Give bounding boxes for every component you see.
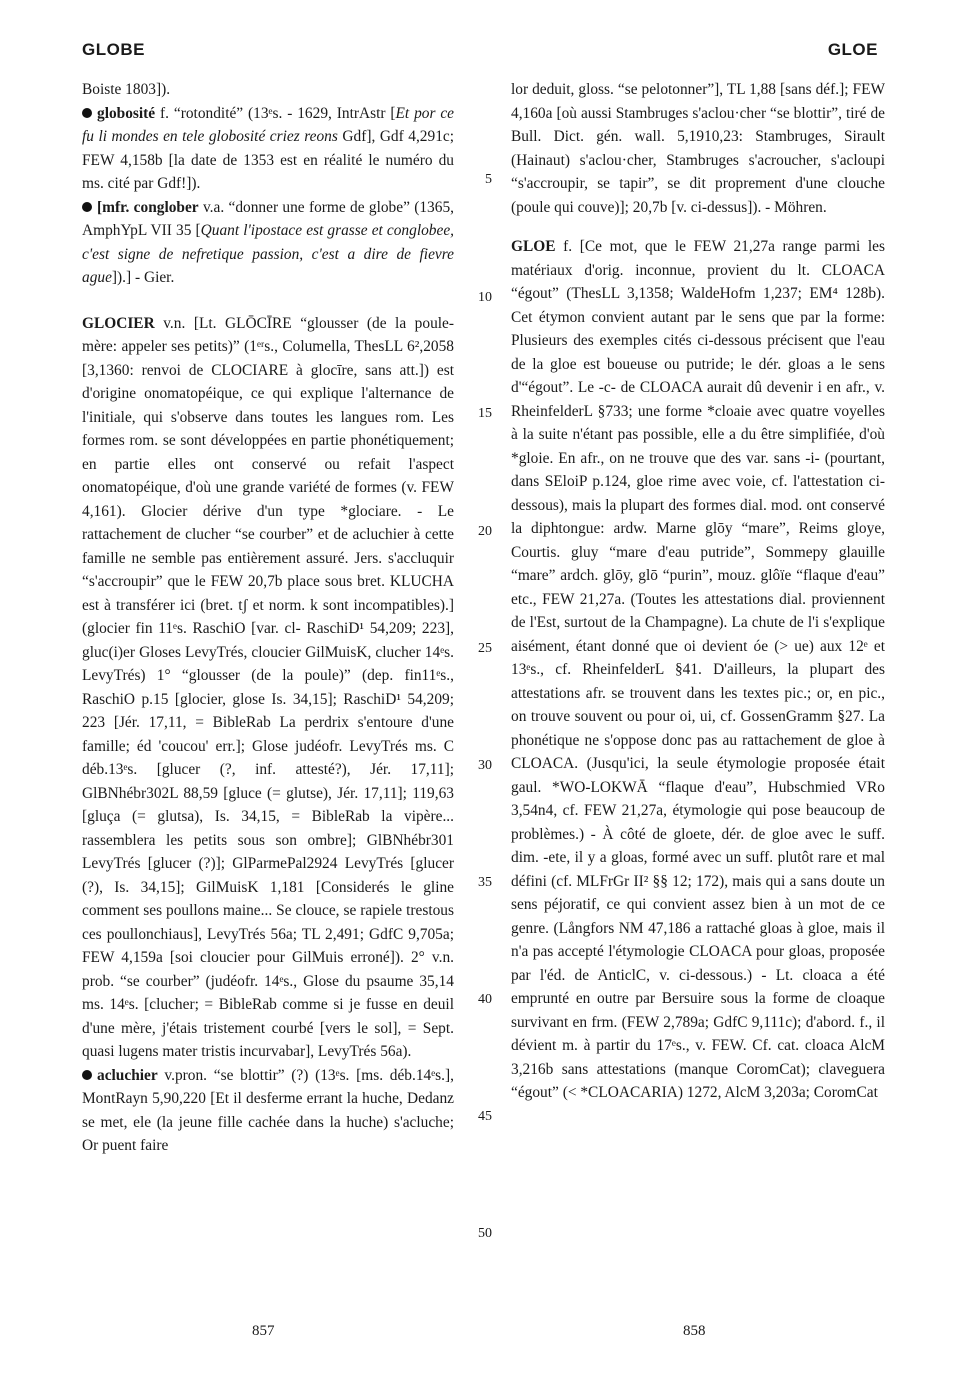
right-column <box>511 78 885 1105</box>
line-number: 35 <box>478 875 492 890</box>
line-number: 50 <box>478 1226 492 1241</box>
entry-text: v.a. “donner une forme de globe” (1365, AmphYpL VII 35 [ <box>82 198 454 239</box>
entry-glocier <box>82 312 454 1064</box>
line-number: 15 <box>478 406 492 421</box>
continuation-paragraph: lor deduit, gloss. “se pelotonner”], TL 1,88 [sans déf.]; FEW 4,160a [où aussi Stambruges s'aclou·cher “se blottir”, tiré de Bull. Dict. gén. wall. 5,1910,23: Stambruges, Sirault (Hainaut) s'aclou·cher, Stambruges s'acroucher, s'acloupi “s'accroupir, se tapir”, se dit proprement d'une clouche (poule qui couve)]; 20,7b [v. ci-dessus]). - Möhren. <box>511 81 885 216</box>
continuation-paragraph: Boiste 1803]). <box>82 81 171 98</box>
entry-acluchier <box>82 1064 454 1158</box>
running-header-left: GLOBE <box>82 40 145 59</box>
entry-text: f. “rotondité” (13ᵉs. - 1629, IntrAstr [ <box>155 104 396 122</box>
headword: GLOE <box>511 238 556 255</box>
headword: globosité <box>97 104 156 122</box>
headword: [mfr. conglober <box>97 198 199 216</box>
headword: acluchier <box>97 1066 158 1084</box>
entry-text: ]).] - Gier. <box>111 269 175 286</box>
bullet-icon <box>82 1070 92 1080</box>
bullet-icon <box>82 108 92 118</box>
entry-text: Gdf], Gdf 4,291c; FEW 4,158b [la date de 1353 est en réalité le numéro du ms. cité par Gdf!]). <box>82 128 454 192</box>
entry-text: f. [Ce mot, que le FEW 21,27a range parmi les matériaux d'orig. inconnue, provient du lt. CLOACA “égout” (ThesLL 3,1358; WaldeHofm 1,237; EM⁴ 128b). Cet étymon convient autant par le sens que par la forme: Plusieurs des exemples cités ci-dessous précisent que l'eau de la gloe est boueuse ou putride; le dér. gloas a le sens d'“égout”. Le -c- de CLOACA aurait dû devenir i en afr., v. RheinfelderL §733; une forme *cloaie avec quatre voyelles à la suite n'étant pas possible, elle a du être simplifiée, d'où *gloie. En afr., on ne trouve que des var. sans -i- (pourtant, dans SEloiP p.124, gloe rime avec voie, cf. l'attestation ci-dessous), mais la plupart des formes dial. mod. ont conservé la diphtongue: ardw. Marne glōy “mare”, Reims gloye, Courtis. gluy “mare d'eau putride”, Sommepy glauille “mare” ardch. glōy, glō “purin”, mouz. glôïe “flaque d'eau” etc., FEW 21,27a. (Toutes les attestations dial. proviennent de l'Est, surtout de la Champagne). La chute de l'i s'explique aisément, étant donné que oi devient óe (> ue) aux 12ᵉ et 13ᵉs., cf. RheinfelderL §41. D'ailleurs, la plupart des attestations afr. se trouvent dans les textes pic.; or, en pic., on trouve souvent ou pour oi, ui, cf. GossenGramm §27. La phonétique ne s'oppose donc pas au rattachement de gloe à CLOACA. (Jusqu'ici, la seule étymologie proposée était gaul. *WO-LOKWĀ “flaque d'eau”, Hubschmied VRo 3,54n4, cf. FEW 21,27a, étymologie qui pose beaucoup de problèmes.) - À côté de gloete, dér. de gloe avec le suff. dim. -ete, il y a gloas, formé avec un suff. plutôt rare et mal défini (cf. MLFrGr II² §§ 12; 172), mais qui a sans doute un sens péjoratif, ce qui convient assez bien à un mot de ce genre. (Långfors NM 47,186 a rattaché gloas à gloe, mais il n'a pas accepté l'étymologie CLOACA pour gloas, proposée par l'éd. de AnticlC, v. ci-dessous.) - Lt. cloaca a été emprunté en outre par Bersuire sous la forme de cloaque survivant en frm. (FEW 2,789a; GdfC 9,111c); d'abord. f., il dévient m. à partir du 17ᵉs., v. FEW. Cf. cat. cloaca AlcM 3,216b sans attestations (manque CoromCat); claveguera “égout” (< *CLOACARIA) 1272, AlcM 3,203a; CoromCat <box>511 238 885 1101</box>
line-number: 5 <box>485 172 492 187</box>
entry-conglober <box>82 196 454 290</box>
entry-globosite <box>82 102 454 196</box>
citation: Quant l'ipostace est grasse et conglobee, c'est signe de nefretique passion, c'est a dire de fievre ague <box>82 222 454 286</box>
line-number: 40 <box>478 992 492 1007</box>
entry-text: v.pron. “se blottir” (?) (13ᵉs. [ms. déb.14ᵉs.], MontRayn 5,90,220 [Et il desferme errant la huche, Dedanz se met, ele (la jeune fille cachée dans la huche) s'acluche; Or puent faire <box>82 1066 454 1154</box>
left-column <box>82 78 454 1158</box>
bullet-icon <box>82 202 92 212</box>
line-number: 45 <box>478 1109 492 1124</box>
running-header-right: GLOE <box>827 40 878 59</box>
page-number-right: 858 <box>683 1323 706 1339</box>
line-number: 10 <box>478 290 492 305</box>
line-number: 30 <box>478 758 492 773</box>
headword: GLOCIER <box>82 314 155 332</box>
entry-text: v.n. [Lt. GLŌCĪRE “glousser (de la poule-mère: appeler ses petits)” (1ᵉʳs., Columella, ThesLL 6²,2058 [3,1360: renvoi de CLOCIARE à glocīre, sans att.]) est d'origine onomatopéique, ce qui explique l'alternance de l'initiale, qui s'observe dans toutes les langues rom. Les formes rom. se sont développées en partie phonétiquement; en partie elles ont conservé ou refait l'aspect onomatopéique, d'où une grande variété de formes (v. FEW 4,161). Glocier dérive d'un type *glociare. - Le rattachement de clucher “se courber” et de acluchier à cette famille ne semble pas entièrement assuré. Jers. s'accluquir “s'accroupir” que le FEW 20,7b place sous bret. KLUCHA est à transférer ici (bret. tʃ et norm. k sont incompatibles).] (glocier fin 11ᵉs. RaschiO [var. cl- RaschiD¹ 54,209; 223], gluc(i)er Gloses LevyTrés, cloucier GilMuisK, clucher 14ᵉs. LevyTrés) 1° “glousser (de la poule)” (dep. fin11ᵉs., RaschiO p.15 [glocier, glose Is. 34,15]; RaschiD¹ 54,209; 223 [Jér. 17,11, = BibleRab La perdrix s'entoure d'une famille; éd 'coucou' err.]; Glose judéofr. LevyTrés ms. C déb.13ᵉs. [glucer (?, inf. attesté?), Jér. 17,11]; GlBNhébr302L 88,59 [gluce (= glutse), Jér. 17,11]; 119,63 [gluça (= glutsa), Is. 34,15, = BibleRab la vipère... rassemblera les petits sous son ombre]; GlBNhébr301 LevyTrés [glucer (?)]; GlParmePal2924 LevyTrés [glucer (?), Is. 34,15]; GilMuisK 1,181 [Considerés le gline comment ses poullons maine... Se clouce, se rapiele trestous ces poullonchiaus], LevyTrés 56a; TL 2,491; GdfC 9,705a; FEW 4,159a [soi cloucier pour GilMuis erroné]). 2° v.n. prob. “se courber” (judéofr. 14ᵉs., Glose du psaume 35,14 ms. 14ᵉs. [clucher; = BibleRab comme si je fusse en deuil d'une mère, j'étais tristement courbé [vers le sol], = Sept. quasi lugens mater tristis incurvabar], LevyTrés 56a). <box>82 314 454 1060</box>
entry-gloe <box>511 235 885 1105</box>
line-number: 25 <box>478 641 492 656</box>
page-number-left: 857 <box>252 1323 275 1339</box>
line-number: 20 <box>478 524 492 539</box>
citation: Et por ce fu li mondes en tele globosité criez reons <box>82 104 454 145</box>
